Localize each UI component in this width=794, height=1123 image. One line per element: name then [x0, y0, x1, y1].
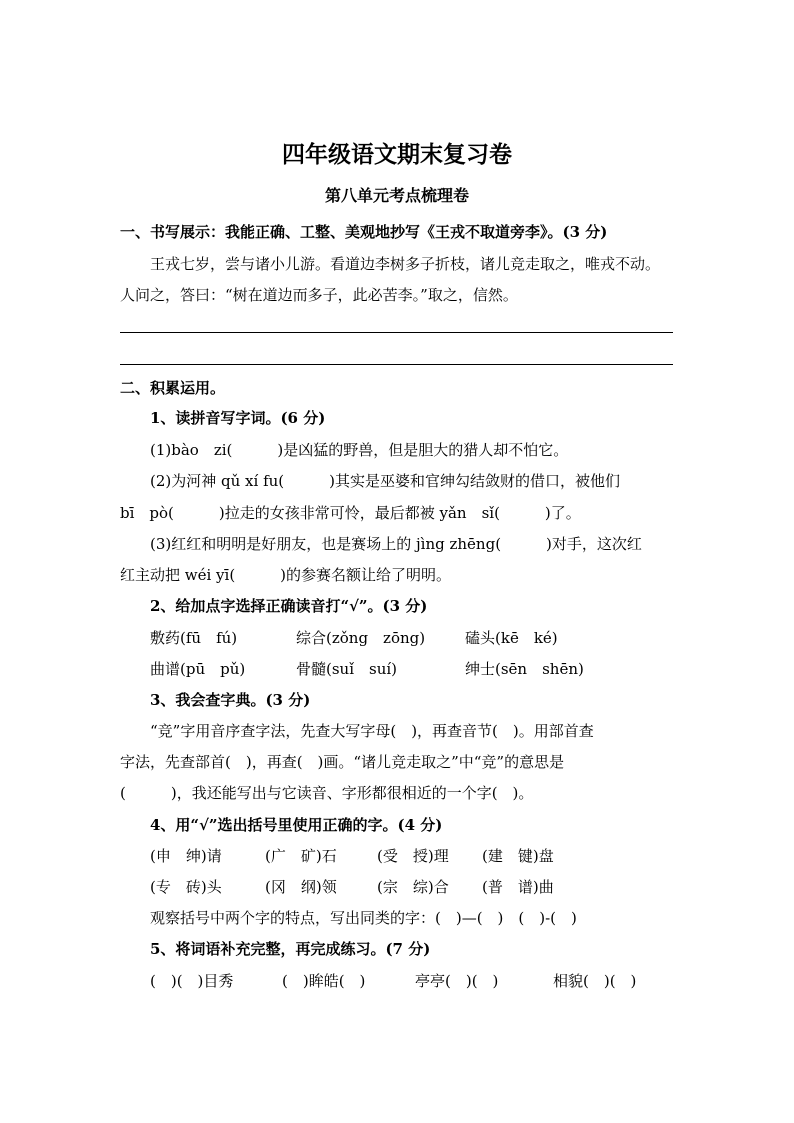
- q4-line-3: 观察括号中两个字的特点，写出同类的字：( )—( ) ( )-( ): [150, 909, 577, 927]
- q1-line-4: (3)红红和明明是好朋友，也是赛场上的 jìng zhēng( )对手，这次红: [150, 535, 642, 553]
- q4-item: (宗 综)合: [377, 878, 449, 896]
- q2-item: 绅士(sēn shēn): [465, 660, 584, 678]
- q4-heading: 4、用“√”选出括号里使用正确的字。(4 分): [150, 816, 443, 834]
- q3-line-1: “竞”字用音序查字法，先查大写字母( )，再查音节( )。用部首查: [150, 722, 594, 740]
- q2-item: 综合(zǒng zōng): [296, 629, 426, 647]
- q4-item: (申 绅)请: [150, 847, 222, 865]
- q2-heading: 2、给加点字选择正确读音打“√”。(3 分): [150, 597, 428, 615]
- q2-item: 骨髓(suǐ suí): [296, 660, 398, 678]
- q1-heading: 1、读拼音写字词。(6 分): [150, 409, 326, 427]
- q4-item: (普 谱)曲: [482, 878, 554, 896]
- section1-heading: 一、书写展示：我能正确、工整、美观地抄写《王戎不取道旁李》。(3 分): [120, 223, 608, 241]
- passage-line-1: 王戎七岁，尝与诸小儿游。看道边李树多子折枝，诸儿竞走取之，唯戎不动。: [150, 255, 661, 273]
- q3-heading: 3、我会查字典。(3 分): [150, 691, 311, 709]
- q2-item: 曲谱(pū pǔ): [150, 660, 246, 678]
- q4-item: (广 矿)石: [265, 847, 337, 865]
- q5-heading: 5、将词语补充完整，再完成练习。(7 分): [150, 940, 431, 958]
- q5-item: ( )眸皓( ): [282, 972, 366, 990]
- q5-item: ( )( )目秀: [150, 972, 234, 990]
- q3-line-3: ( )，我还能写出与它读音、字形都很相近的一个字( )。: [120, 784, 534, 802]
- q1-line-2: (2)为河神 qǔ xí fu( )其实是巫婆和官绅勾结敛财的借口，被他们: [150, 472, 620, 490]
- q4-item: (专 砖)头: [150, 878, 222, 896]
- writing-line-2: [120, 364, 673, 365]
- writing-line-1: [120, 332, 673, 333]
- q2-item: 磕头(kē ké): [465, 629, 558, 647]
- page-subtitle: 第八单元考点梳理卷: [324, 186, 469, 205]
- q4-item: (受 授)理: [377, 847, 449, 865]
- q1-line-3: bī pò( )拉走的女孩非常可怜，最后都被 yǎn sǐ( )了。: [120, 504, 581, 522]
- q1-line-5: 红主动把 wéi yī( )的参赛名额让给了明明。: [120, 566, 452, 584]
- q1-line-1: (1)bào zi( )是凶猛的野兽，但是胆大的猎人却不怕它。: [150, 441, 569, 459]
- page-title: 四年级语文期末复习卷: [282, 141, 512, 168]
- q4-item: (建 键)盘: [482, 847, 554, 865]
- passage-line-2: 人问之，答曰：“树在道边而多子，此必苦李。”取之，信然。: [120, 286, 518, 304]
- q5-item: 相貌( )( ): [553, 972, 637, 990]
- q5-item: 亭亭( )( ): [415, 972, 499, 990]
- q4-item: (冈 纲)领: [265, 878, 337, 896]
- q3-line-2: 字法，先查部首( )，再查( )画。“诸儿竞走取之”中“竞”的意思是: [120, 753, 565, 771]
- section2-heading: 二、积累运用。: [120, 379, 226, 397]
- q2-item: 敷药(fū fú): [150, 629, 238, 647]
